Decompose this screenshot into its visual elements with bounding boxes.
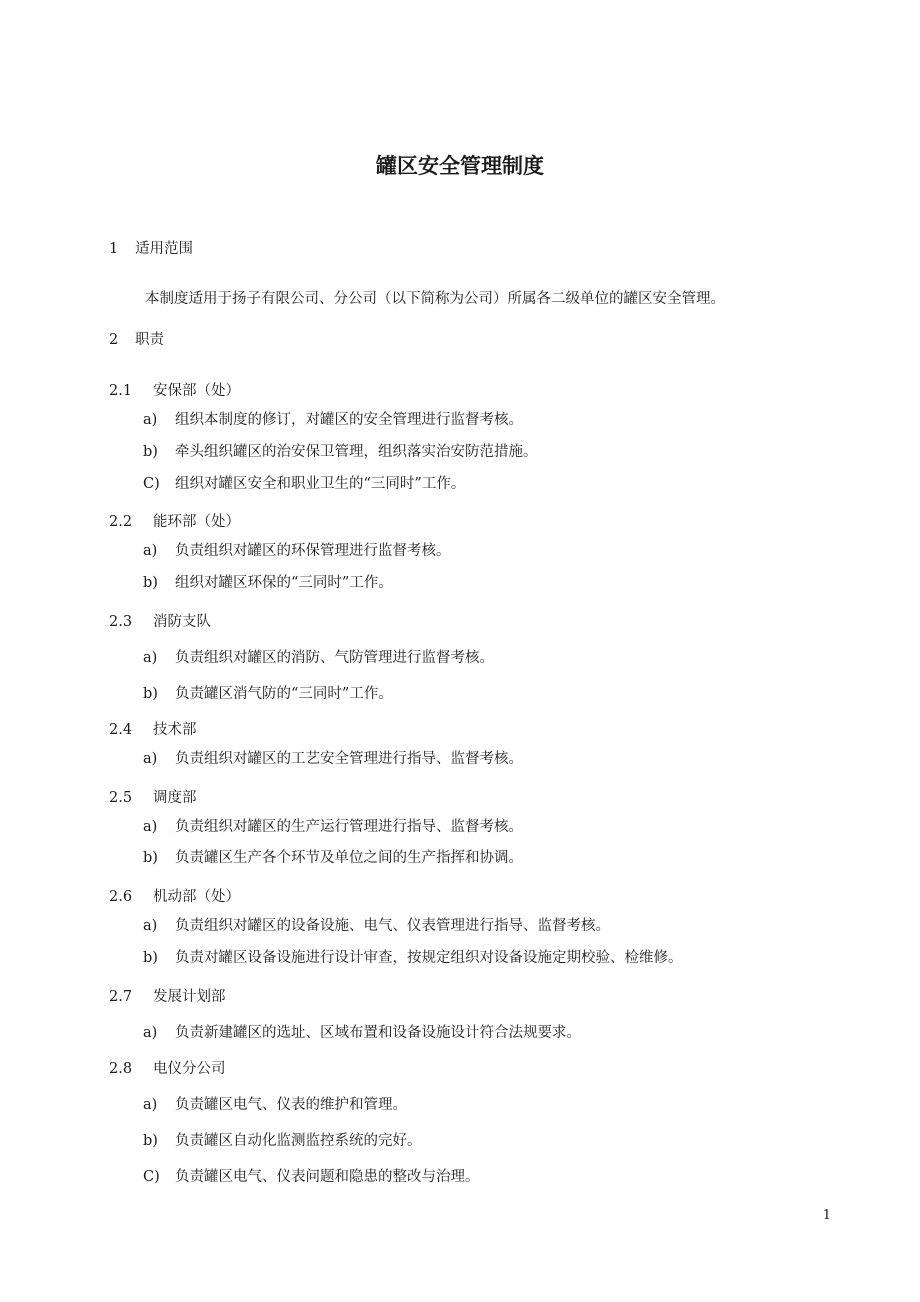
section-heading-duties — [109, 330, 164, 350]
item-text: 负责组织对罐区的环保管理进行监督考核。 — [175, 543, 451, 559]
item-marker: b) — [143, 950, 158, 966]
item-marker: a) — [143, 543, 158, 559]
subsection-number: 2.6 — [109, 889, 133, 905]
subsection-heading — [109, 612, 211, 632]
item-text: 负责罐区电气、仪表的维护和管理。 — [175, 1097, 407, 1113]
item-marker: a) — [143, 751, 158, 767]
list-item — [143, 1095, 407, 1115]
list-item — [143, 684, 393, 704]
list-item — [143, 749, 523, 769]
item-marker: a) — [143, 650, 158, 666]
document-title: 罐区安全管理制度 — [376, 154, 544, 178]
subsection-title: 能环部（处） — [153, 514, 240, 530]
subsection-title: 电仪分公司 — [153, 1061, 226, 1077]
list-item — [143, 1167, 480, 1187]
subsection-number: 2.5 — [109, 790, 133, 806]
subsection-number: 2.8 — [109, 1061, 133, 1077]
subsection-title: 调度部 — [153, 790, 197, 806]
subsection-number: 2.2 — [109, 514, 133, 530]
section-number: 2 — [109, 332, 119, 348]
item-text: 负责组织对罐区的消防、气防管理进行监督考核。 — [175, 650, 494, 666]
item-marker: b) — [143, 575, 158, 591]
item-text: 组织本制度的修订，对罐区的安全管理进行监督考核。 — [175, 412, 523, 428]
item-text: 负责组织对罐区的设备设施、电气、仪表管理进行指导、监督考核。 — [175, 918, 610, 934]
subsection-number: 2.1 — [109, 383, 133, 399]
item-marker: C) — [143, 1169, 160, 1185]
item-marker: b) — [143, 686, 158, 702]
subsection-heading — [109, 1059, 226, 1079]
subsection-heading — [109, 720, 197, 740]
item-marker: a) — [143, 412, 158, 428]
item-text: 组织对罐区环保的“三同时”工作。 — [175, 575, 393, 591]
section-title: 职责 — [135, 332, 164, 348]
item-marker: b) — [143, 850, 158, 866]
item-text: 负责新建罐区的选址、区域布置和设备设施设计符合法规要求。 — [175, 1025, 581, 1041]
list-item — [143, 573, 393, 593]
list-item — [143, 1131, 422, 1151]
item-text: 负责罐区生产各个环节及单位之间的生产指挥和协调。 — [175, 850, 523, 866]
subsection-heading — [109, 788, 197, 808]
subsection-heading — [109, 381, 240, 401]
subsection-title: 消防支队 — [153, 614, 211, 630]
list-item — [143, 916, 610, 936]
list-item — [143, 442, 538, 462]
subsection-heading — [109, 887, 240, 907]
list-item — [143, 410, 523, 430]
subsection-heading — [109, 987, 226, 1007]
item-text: 负责罐区消气防的“三同时”工作。 — [175, 686, 393, 702]
item-text: 负责罐区自动化监测监控系统的完好。 — [175, 1133, 422, 1149]
item-text: 组织对罐区安全和职业卫生的“三同时”工作。 — [175, 476, 466, 492]
subsection-title: 技术部 — [153, 722, 197, 738]
subsection-number: 2.7 — [109, 989, 133, 1005]
item-marker: a) — [143, 918, 158, 934]
section-title: 适用范围 — [135, 241, 193, 257]
item-text: 负责组织对罐区的工艺安全管理进行指导、监督考核。 — [175, 751, 523, 767]
item-text: 负责组织对罐区的生产运行管理进行指导、监督考核。 — [175, 819, 523, 835]
subsection-title: 安保部（处） — [153, 383, 240, 399]
item-text: 负责对罐区设备设施进行设计审查，按规定组织对设备设施定期校验、检维修。 — [175, 950, 683, 966]
list-item — [143, 541, 451, 561]
subsection-number: 2.4 — [109, 722, 133, 738]
item-marker: C) — [143, 476, 160, 492]
list-item — [143, 1023, 581, 1043]
item-marker: a) — [143, 819, 158, 835]
item-text: 牵头组织罐区的治安保卫管理，组织落实治安防范措施。 — [175, 444, 538, 460]
scope-paragraph: 本制度适用于扬子有限公司、分公司（以下简称为公司）所属各二级单位的罐区安全管理。 — [145, 291, 725, 307]
subsection-number: 2.3 — [109, 614, 133, 630]
section-number: 1 — [109, 241, 119, 257]
list-item — [143, 817, 523, 837]
subsection-heading — [109, 512, 240, 532]
item-text: 负责罐区电气、仪表问题和隐患的整改与治理。 — [175, 1169, 480, 1185]
page-number: 1 — [822, 1208, 831, 1223]
subsection-title: 发展计划部 — [153, 989, 226, 1005]
item-marker: b) — [143, 444, 158, 460]
list-item — [143, 848, 523, 868]
item-marker: a) — [143, 1025, 158, 1041]
subsection-title: 机动部（处） — [153, 889, 240, 905]
section-heading-scope — [109, 239, 193, 259]
list-item — [143, 474, 465, 494]
list-item — [143, 648, 494, 668]
item-marker: b) — [143, 1133, 158, 1149]
item-marker: a) — [143, 1097, 158, 1113]
list-item — [143, 948, 683, 968]
